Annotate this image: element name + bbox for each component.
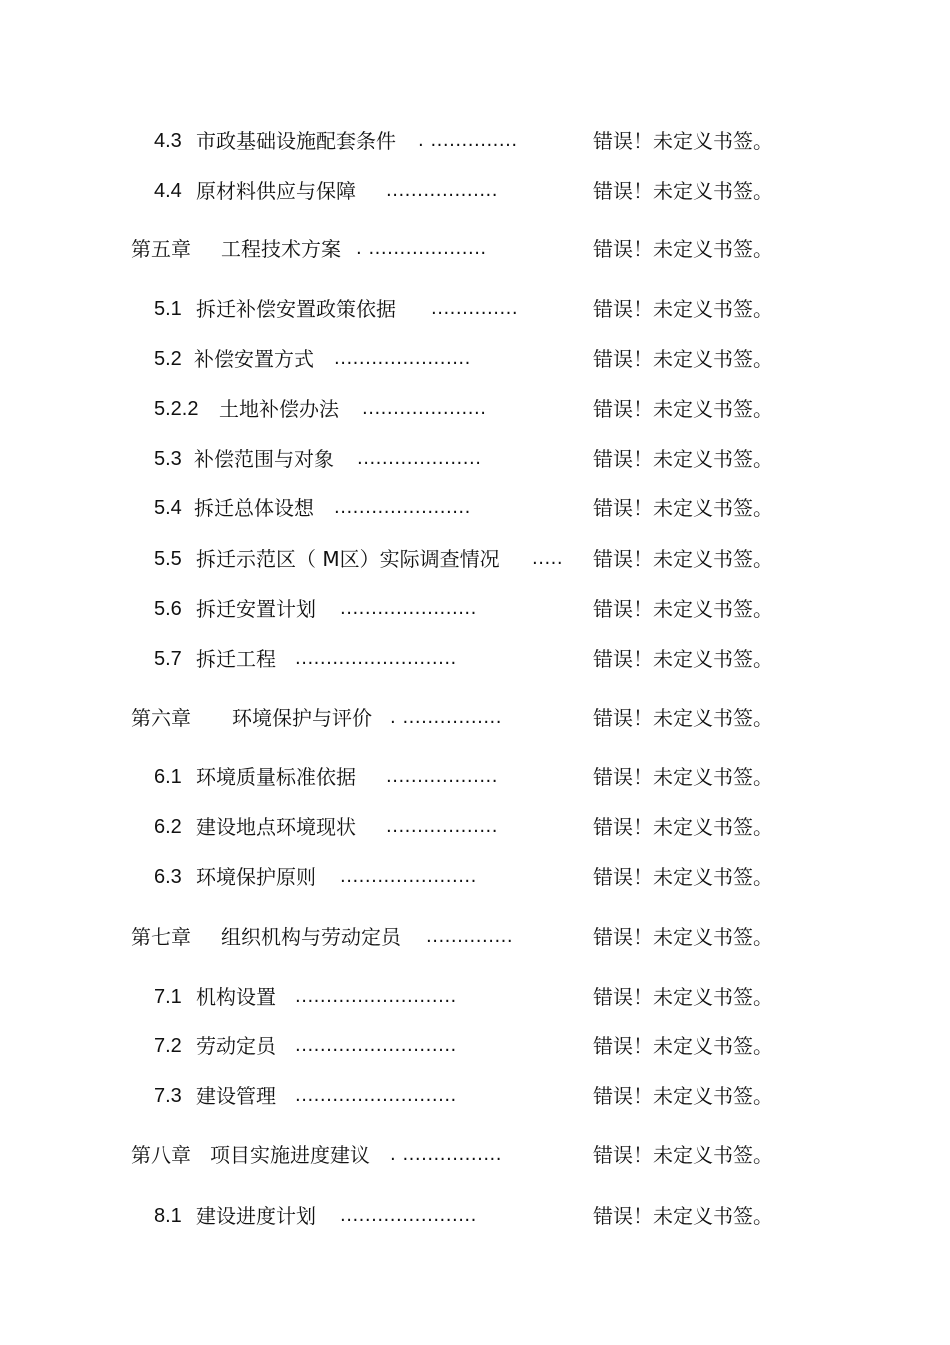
entry-page-ref: 错误！未定义书签。 (593, 1143, 773, 1167)
toc-entry-5-2[interactable] (0, 344, 950, 374)
entry-page-ref: 错误！未定义书签。 (593, 985, 773, 1009)
entry-title: 拆迁工程 (196, 647, 276, 671)
chapter-title: 工程技术方案 (221, 237, 341, 261)
entry-title: 补偿范围与对象 (194, 447, 334, 471)
toc-entry-7-2[interactable] (0, 1031, 950, 1061)
entry-title: 市政基础设施配套条件 (196, 129, 396, 153)
entry-page-ref: 错误！未定义书签。 (593, 765, 773, 789)
entry-leader-dots: ...................... (340, 866, 477, 887)
entry-page-ref: 错误！未定义书签。 (593, 706, 773, 730)
toc-chapter-7[interactable] (0, 922, 950, 952)
entry-number: 5.7 (154, 648, 182, 670)
entry-number: 7.1 (154, 986, 182, 1008)
entry-title: 土地补偿办法 (219, 397, 339, 421)
chapter-number: 第八章 (131, 1143, 191, 1167)
entry-page-ref: 错误！未定义书签。 (593, 925, 773, 949)
entry-leader-dots: .......................... (295, 986, 457, 1007)
toc-entry-6-2[interactable] (0, 812, 950, 842)
entry-number: 6.3 (154, 866, 182, 888)
chapter-number: 第七章 (131, 925, 191, 949)
entry-title: 补偿安置方式 (194, 347, 314, 371)
entry-number: 6.2 (154, 816, 182, 838)
toc-entry-5-4[interactable] (0, 493, 950, 523)
entry-leader-dots: .................. (386, 766, 498, 787)
entry-leader-dots: .................. (386, 180, 498, 201)
toc-entry-5-7[interactable] (0, 644, 950, 674)
entry-title: 建设地点环境现状 (196, 815, 356, 839)
toc-entry-5-6[interactable] (0, 594, 950, 624)
entry-title: 拆迁总体设想 (194, 496, 314, 520)
chapter-number: 第五章 (131, 237, 191, 261)
entry-page-ref: 错误！未定义书签。 (593, 647, 773, 671)
entry-number: 5.2.2 (154, 398, 199, 420)
entry-page-ref: 错误！未定义书签。 (593, 547, 773, 571)
entry-number: 5.2 (154, 348, 182, 370)
toc-entry-7-1[interactable] (0, 982, 950, 1012)
toc-chapter-5[interactable] (0, 234, 950, 264)
entry-number: 5.1 (154, 298, 182, 320)
entry-leader-dots: . ................ (390, 1144, 502, 1165)
entry-number: 6.1 (154, 766, 182, 788)
entry-page-ref: 错误！未定义书签。 (593, 815, 773, 839)
entry-page-ref: 错误！未定义书签。 (593, 129, 773, 153)
entry-number: 8.1 (154, 1205, 182, 1227)
toc-entry-7-3[interactable] (0, 1081, 950, 1111)
entry-number: 4.3 (154, 130, 182, 152)
entry-title: 拆迁安置计划 (196, 597, 316, 621)
entry-title: 原材料供应与保障 (196, 179, 356, 203)
entry-page-ref: 错误！未定义书签。 (593, 447, 773, 471)
entry-number: 7.2 (154, 1035, 182, 1057)
entry-leader-dots: ...................... (334, 497, 471, 518)
entry-page-ref: 错误！未定义书签。 (593, 597, 773, 621)
toc-entry-4-4[interactable] (0, 176, 950, 206)
entry-leader-dots: ..... (532, 548, 564, 569)
entry-number: 5.4 (154, 497, 182, 519)
entry-page-ref: 错误！未定义书签。 (593, 179, 773, 203)
entry-page-ref: 错误！未定义书签。 (593, 865, 773, 889)
entry-number: 5.5 (154, 548, 182, 570)
entry-leader-dots: . .............. (418, 130, 518, 151)
entry-leader-dots: . ................ (390, 707, 502, 728)
entry-leader-dots: .......................... (295, 1085, 457, 1106)
entry-leader-dots: .......................... (295, 1035, 457, 1056)
toc-chapter-8[interactable] (0, 1140, 950, 1170)
toc-chapter-6[interactable] (0, 703, 950, 733)
toc-entry-5-5[interactable] (0, 544, 950, 574)
entry-page-ref: 错误！未定义书签。 (593, 1034, 773, 1058)
entry-number: 7.3 (154, 1085, 182, 1107)
entry-number: 4.4 (154, 180, 182, 202)
entry-number: 5.3 (154, 448, 182, 470)
toc-entry-4-3[interactable] (0, 126, 950, 156)
entry-page-ref: 错误！未定义书签。 (593, 347, 773, 371)
toc-entry-5-3[interactable] (0, 444, 950, 474)
entry-leader-dots: ...................... (340, 598, 477, 619)
entry-page-ref: 错误！未定义书签。 (593, 1084, 773, 1108)
entry-page-ref: 错误！未定义书签。 (593, 237, 773, 261)
entry-leader-dots: .............. (426, 926, 514, 947)
entry-title: 环境质量标准依据 (196, 765, 356, 789)
entry-leader-dots: . ................... (356, 238, 487, 259)
chapter-title: 环境保护与评价 (232, 706, 372, 730)
entry-number: 5.6 (154, 598, 182, 620)
toc-entry-8-1[interactable] (0, 1201, 950, 1231)
entry-page-ref: 错误！未定义书签。 (593, 397, 773, 421)
entry-title: 环境保护原则 (196, 865, 316, 889)
toc-entry-6-1[interactable] (0, 762, 950, 792)
entry-title: 建设进度计划 (196, 1204, 316, 1228)
toc-entry-5-1[interactable] (0, 294, 950, 324)
entry-title: 拆迁补偿安置政策依据 (196, 297, 396, 321)
entry-page-ref: 错误！未定义书签。 (593, 496, 773, 520)
entry-leader-dots: .................. (386, 816, 498, 837)
entry-title: 劳动定员 (196, 1034, 276, 1058)
chapter-title: 组织机构与劳动定员 (221, 925, 401, 949)
toc-entry-6-3[interactable] (0, 862, 950, 892)
entry-title: 建设管理 (196, 1084, 276, 1108)
entry-leader-dots: .......................... (295, 648, 457, 669)
entry-title: 拆迁示范区（ M区）实际调查情况 (196, 547, 500, 571)
entry-leader-dots: .................... (357, 448, 482, 469)
chapter-number: 第六章 (131, 706, 191, 730)
entry-page-ref: 错误！未定义书签。 (593, 297, 773, 321)
entry-leader-dots: .................... (362, 398, 487, 419)
entry-page-ref: 错误！未定义书签。 (593, 1204, 773, 1228)
entry-title: 机构设置 (196, 985, 276, 1009)
toc-entry-5-2-2[interactable] (0, 394, 950, 424)
entry-leader-dots: ...................... (340, 1205, 477, 1226)
entry-leader-dots: ...................... (334, 348, 471, 369)
chapter-title: 项目实施进度建议 (210, 1143, 370, 1167)
entry-leader-dots: .............. (431, 298, 519, 319)
